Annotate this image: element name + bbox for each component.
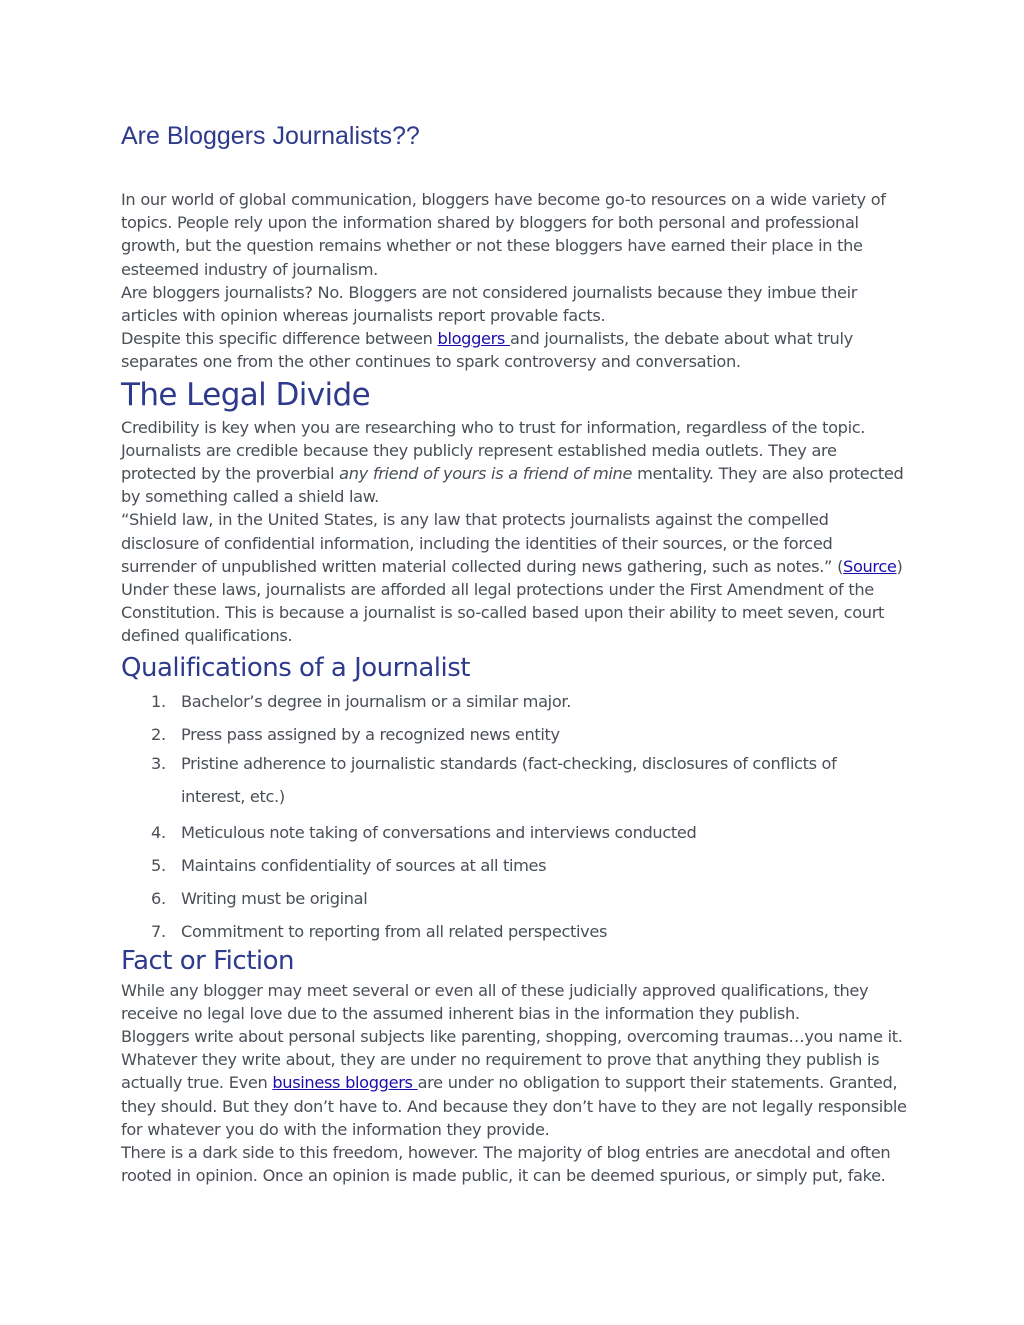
article-content bbox=[121, 118, 911, 1187]
fact-paragraph-3: There is a dark side to this freedom, however. The majority of blog entries are anecdotal and often rooted in opinion. Once an opinion is made public, it can be deemed spurious, or simply put, fake. bbox=[121, 1143, 891, 1186]
legal-p2-text-before: “Shield law, in the United States, is any law that protects journalists against the compelled disclosure of confidential information, including the identities of their sources, or the forced surrender of unpublished written material collected during news gathering, such as notes.” ( bbox=[121, 510, 844, 576]
fact-or-fiction-heading: Fact or Fiction bbox=[121, 945, 295, 976]
source-link[interactable]: Source bbox=[843, 556, 897, 576]
list-item-number: 6. bbox=[151, 888, 166, 908]
list-item-text: Writing must be original bbox=[181, 888, 368, 908]
legal-paragraph-2 bbox=[121, 508, 911, 578]
legal-divide-heading: The Legal Divide bbox=[121, 376, 371, 413]
list-item bbox=[121, 752, 911, 808]
fact-paragraph-1: While any blogger may meet several or even all of these judicially approved qualifications, they receive no legal love due to the assumed inherent bias in the information they publish. bbox=[121, 980, 869, 1023]
legal-p1-text-after: mentality. They are also protected by something called a shield law. bbox=[121, 464, 904, 507]
list-item-number: 2. bbox=[151, 724, 166, 744]
legal-p2-text-after: ) bbox=[896, 556, 903, 576]
list-item-text: Bachelor’s degree in journalism or a similar major. bbox=[181, 691, 571, 711]
list-item-number: 1. bbox=[151, 691, 166, 711]
intro-p3-text-after: and journalists, the debate about what truly separates one from the other continues to spark controversy and conversation. bbox=[121, 329, 853, 372]
list-item bbox=[121, 723, 911, 746]
bloggers-link[interactable]: bloggers bbox=[437, 329, 511, 349]
intro-paragraph-1: In our world of global communication, bloggers have become go-to resources on a wide variety of topics. People rely upon the information shared by bloggers for both personal and professional growth, but the question remains whether or not these bloggers have earned their place in the esteemed industry of journalism. bbox=[121, 190, 886, 279]
list-item-text-continued: interest, etc.) bbox=[181, 786, 285, 806]
page-title: Are Bloggers Journalists?? bbox=[121, 122, 420, 150]
intro-paragraph-3 bbox=[121, 327, 911, 373]
legal-p1-text-before: Credibility is key when you are researching who to trust for information, regardless of the topic. Journalists are credible because they publicly represent established media outlets. They are protected by the proverbial bbox=[121, 417, 866, 484]
list-item-text: Press pass assigned by a recognized news entity bbox=[181, 724, 560, 744]
legal-paragraph-1 bbox=[121, 416, 911, 509]
list-item bbox=[121, 690, 911, 713]
intro-p3-text-before: Despite this specific difference between bbox=[121, 329, 438, 349]
legal-paragraph-3: Under these laws, journalists are afforded all legal protections under the First Amendment of the Constitution. This is because a journalist is so-called based upon their ability to meet seven, court defined qualifications. bbox=[121, 580, 884, 646]
list-item bbox=[121, 920, 911, 943]
list-item-text: Meticulous note taking of conversations and interviews conducted bbox=[181, 822, 697, 842]
list-item bbox=[121, 887, 911, 910]
list-item-text: Pristine adherence to journalistic standards (fact-checking, disclosures of conflicts of bbox=[181, 753, 837, 773]
list-item-number: 4. bbox=[151, 822, 166, 842]
qualifications-heading: Qualifications of a Journalist bbox=[121, 652, 470, 683]
list-item-number: 5. bbox=[151, 855, 166, 875]
list-item-number: 3. bbox=[151, 753, 166, 773]
fact-p2-text-before: Bloggers write about personal subjects like parenting, shopping, overcoming traumas…you name it. Whatever they write about, they are under no requirement to prove that anything they publish is actually true. Even bbox=[121, 1027, 903, 1093]
fact-paragraph-2 bbox=[121, 1025, 911, 1141]
list-item bbox=[121, 821, 911, 844]
business-bloggers-link[interactable]: business bloggers bbox=[272, 1073, 418, 1093]
fact-p2-text-after: are under no obligation to support their statements. Granted, they should. But they don’t have to. And because they don’t have to they are not legally responsible for whatever you do with the information they provide. bbox=[121, 1073, 907, 1139]
list-item-text: Commitment to reporting from all related perspectives bbox=[181, 921, 608, 941]
legal-p1-italic: any friend of yours is a friend of mine bbox=[339, 464, 633, 484]
list-item bbox=[121, 854, 911, 877]
qualifications-list bbox=[121, 690, 911, 943]
intro-paragraph-2: Are bloggers journalists? No. Bloggers are not considered journalists because they imbue their articles with opinion whereas journalists report provable facts. bbox=[121, 282, 858, 326]
list-item-number: 7. bbox=[151, 921, 166, 941]
list-item-text: Maintains confidentiality of sources at all times bbox=[181, 855, 547, 875]
